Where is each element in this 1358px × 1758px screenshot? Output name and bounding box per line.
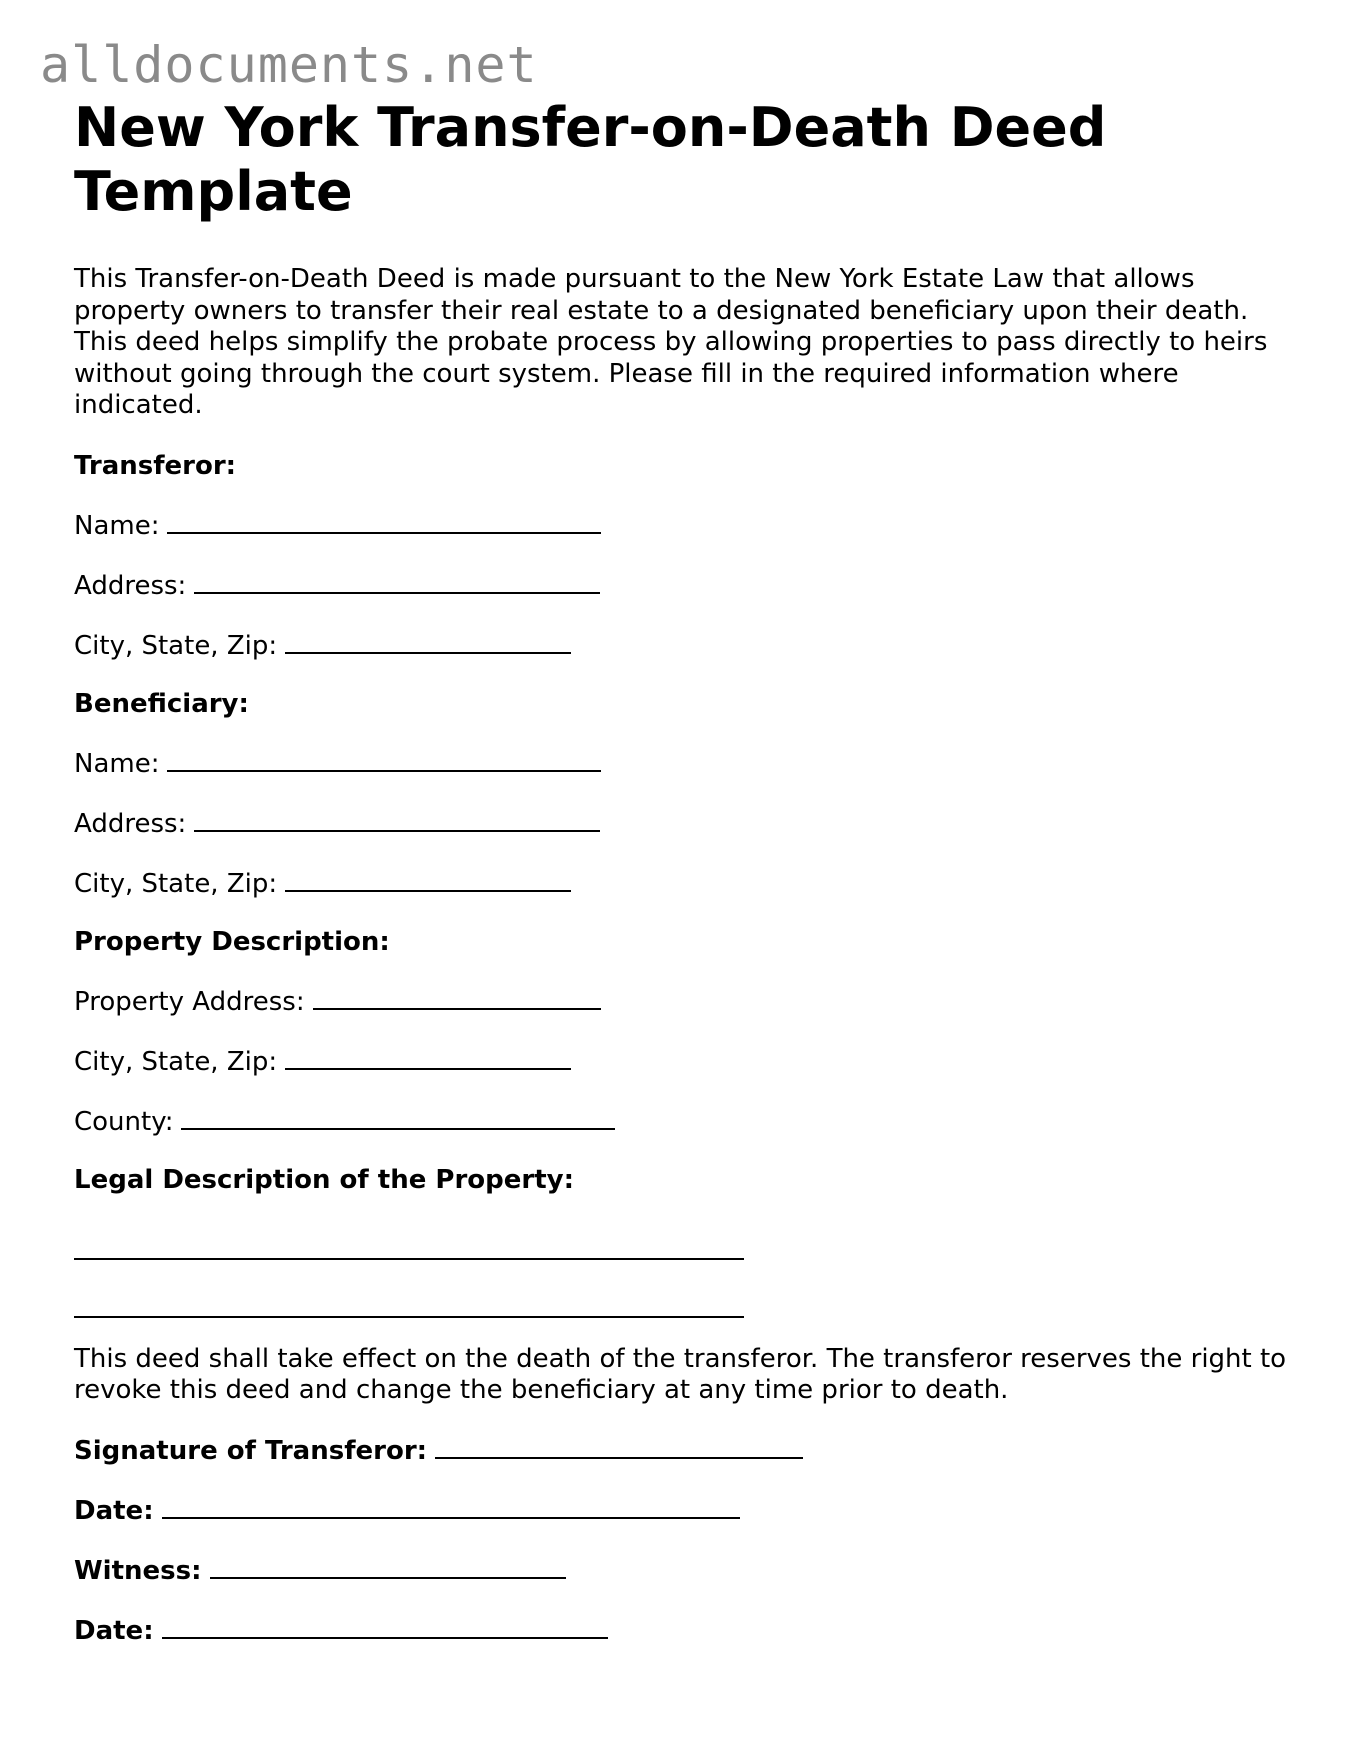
property-county-line[interactable] <box>181 1104 615 1130</box>
transferor-city-field <box>74 628 1294 662</box>
property-address-field <box>74 984 1294 1018</box>
transferor-address-label: Address: <box>74 570 187 601</box>
document-body <box>74 96 1294 1673</box>
transferor-address-line[interactable] <box>194 568 600 594</box>
legal-description-line-1[interactable] <box>74 1258 744 1260</box>
property-city-field <box>74 1044 1294 1078</box>
witness-date-line[interactable] <box>162 1613 608 1639</box>
witness-field <box>74 1553 1294 1587</box>
beneficiary-city-line[interactable] <box>285 866 571 892</box>
signature-line[interactable] <box>435 1433 803 1459</box>
beneficiary-heading: Beneficiary: <box>74 688 249 719</box>
beneficiary-address-label: Address: <box>74 808 187 839</box>
document-title: New York Transfer-on-Death Deed Template <box>74 96 1107 223</box>
closing-paragraph: This deed shall take effect on the death of the transferor. The transferor reserves the right to revoke this deed and change the beneficiary at any time prior to death. <box>74 1343 1287 1405</box>
beneficiary-name-line[interactable] <box>167 746 601 772</box>
beneficiary-name-label: Name: <box>74 748 160 779</box>
property-city-line[interactable] <box>285 1044 571 1070</box>
transferor-heading: Transferor: <box>74 450 237 481</box>
property-address-label: Property Address: <box>74 986 305 1017</box>
property-county-field <box>74 1104 1294 1138</box>
transferor-name-line[interactable] <box>167 508 601 534</box>
signature-label: Signature of Transferor: <box>74 1435 428 1466</box>
legal-description-line-2[interactable] <box>74 1316 744 1318</box>
signature-date-line[interactable] <box>162 1493 740 1519</box>
property-heading: Property Description: <box>74 926 390 957</box>
property-address-line[interactable] <box>313 984 601 1010</box>
property-county-label: County: <box>74 1106 174 1137</box>
beneficiary-address-field <box>74 806 1294 840</box>
witness-label: Witness: <box>74 1555 202 1586</box>
signature-date-field <box>74 1493 1294 1527</box>
property-city-label: City, State, Zip: <box>74 1046 278 1077</box>
intro-paragraph: This Transfer-on-Death Deed is made pursuant to the New York Estate Law that allows property owners to transfer their real estate to a designated beneficiary upon their death. This deed helps simplify the probate process by allowing properties to pass directly to heirs without going through the court system. Please fill in the required information where indicated. <box>74 264 1268 420</box>
transferor-name-field <box>74 508 1294 542</box>
transferor-city-line[interactable] <box>285 628 571 654</box>
beneficiary-name-field <box>74 746 1294 780</box>
transferor-name-label: Name: <box>74 510 160 541</box>
witness-line[interactable] <box>210 1553 566 1579</box>
beneficiary-address-line[interactable] <box>194 806 600 832</box>
witness-date-label: Date: <box>74 1615 154 1646</box>
witness-date-field <box>74 1613 1294 1647</box>
legal-description-heading: Legal Description of the Property: <box>74 1164 574 1195</box>
beneficiary-city-field <box>74 866 1294 900</box>
signature-field <box>74 1433 1294 1467</box>
signature-date-label: Date: <box>74 1495 154 1526</box>
transferor-city-label: City, State, Zip: <box>74 630 278 661</box>
watermark: alldocuments.net <box>40 36 538 94</box>
transferor-address-field <box>74 568 1294 602</box>
beneficiary-city-label: City, State, Zip: <box>74 868 278 899</box>
